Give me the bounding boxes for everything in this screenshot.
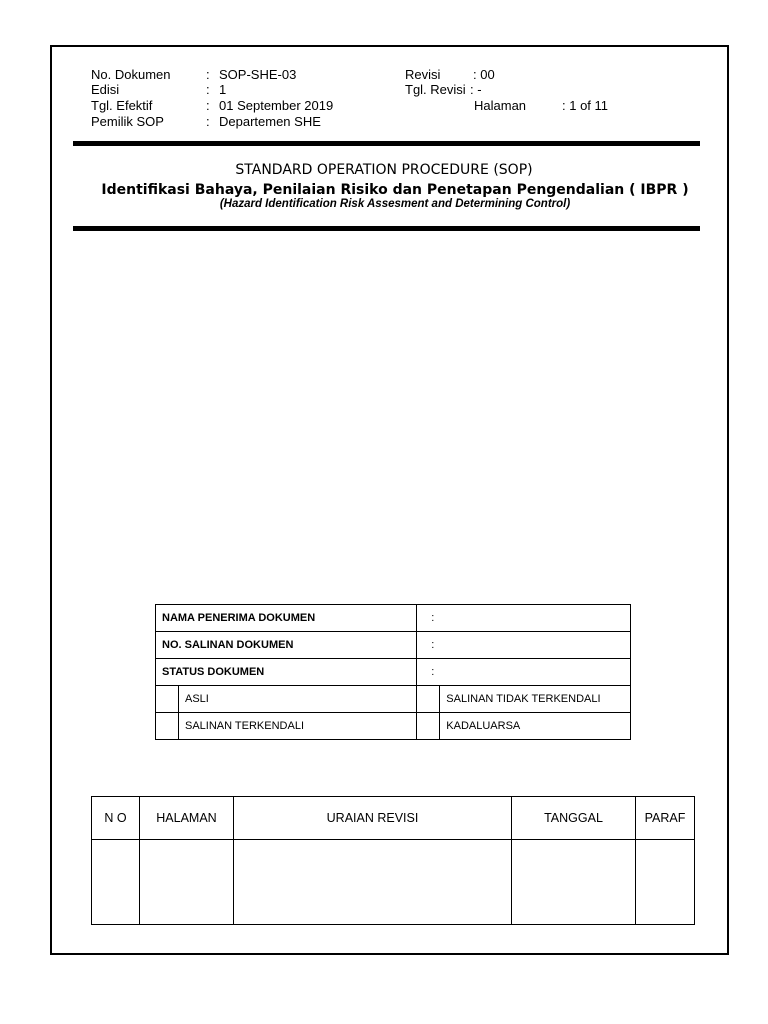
header-divider-bottom — [73, 226, 700, 231]
initials-cell[interactable] — [636, 840, 695, 925]
table-row — [156, 659, 631, 686]
revision-date-label: Tgl. Revisi — [405, 82, 466, 97]
column-header-page: HALAMAN — [140, 797, 234, 840]
header-divider-top — [73, 141, 700, 146]
colon: : — [206, 114, 210, 129]
column-header-date: TANGGAL — [512, 797, 636, 840]
controlled-copy-checkbox[interactable] — [156, 713, 179, 740]
uncontrolled-copy-option-label: SALINAN TIDAK TERKENDALI — [440, 686, 631, 713]
table-row — [92, 840, 695, 925]
recipient-name-field[interactable]: : — [417, 605, 631, 632]
document-status-field[interactable]: : — [417, 659, 631, 686]
revision-date-value: : - — [470, 82, 482, 97]
document-title: Identifikasi Bahaya, Penilaian Risiko dan Penetapan Pengendalian ( IBPR ) — [101, 182, 689, 198]
effective-date-value: 01 September 2019 — [219, 98, 334, 113]
effective-date-label: Tgl. Efektif — [91, 98, 153, 113]
controlled-copy-option-label: SALINAN TERKENDALI — [179, 713, 417, 740]
column-header-no: N O — [92, 797, 140, 840]
table-row — [156, 713, 631, 740]
table-header-row — [92, 797, 695, 840]
document-subtitle: (Hazard Identification Risk Assesment and Determining Control) — [219, 198, 571, 210]
copy-number-label: NO. SALINAN DOKUMEN — [156, 632, 417, 659]
document-status-label: STATUS DOKUMEN — [156, 659, 417, 686]
edition-label: Edisi — [91, 82, 120, 97]
copy-number-field[interactable]: : — [417, 632, 631, 659]
owner-label: Pemilik SOP — [91, 114, 164, 129]
page-value: : 1 of 11 — [562, 98, 609, 113]
document-receipt-table — [155, 604, 631, 740]
expired-checkbox[interactable] — [417, 713, 440, 740]
recipient-name-label: NAMA PENERIMA DOKUMEN — [156, 605, 417, 632]
table-row — [156, 686, 631, 713]
page-label: Halaman — [474, 98, 527, 113]
description-cell[interactable] — [234, 840, 512, 925]
uncontrolled-copy-checkbox[interactable] — [417, 686, 440, 713]
original-checkbox[interactable] — [156, 686, 179, 713]
doc-number-label: No. Dokumen — [91, 67, 171, 82]
expired-option-label: KADALUARSA — [440, 713, 631, 740]
page-cell[interactable] — [140, 840, 234, 925]
colon: : — [206, 98, 210, 113]
table-row — [156, 605, 631, 632]
table-row — [156, 632, 631, 659]
revision-value: : 00 — [473, 67, 495, 82]
edition-value: 1 — [219, 82, 227, 97]
date-cell[interactable] — [512, 840, 636, 925]
document-type-title: STANDARD OPERATION PROCEDURE (SOP) — [235, 162, 533, 178]
doc-number-value: SOP-SHE-03 — [219, 67, 297, 82]
column-header-initials: PARAF — [636, 797, 695, 840]
revision-label: Revisi — [405, 67, 441, 82]
original-option-label: ASLI — [179, 686, 417, 713]
no-cell[interactable] — [92, 840, 140, 925]
colon: : — [206, 82, 210, 97]
column-header-description: URAIAN REVISI — [234, 797, 512, 840]
owner-value: Departemen SHE — [219, 114, 321, 129]
revision-history-table — [91, 796, 695, 925]
colon: : — [206, 67, 210, 82]
